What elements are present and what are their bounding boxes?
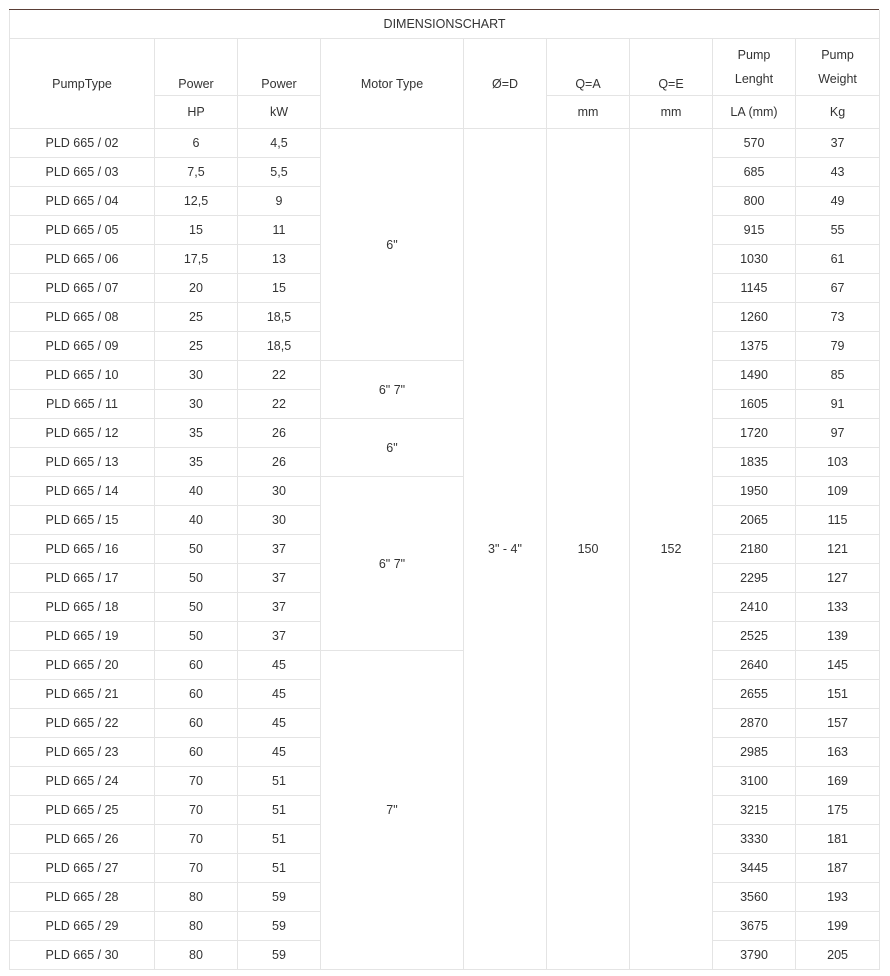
cell-pump-type: PLD 665 / 23 (10, 738, 155, 767)
cell-power-kw: 59 (238, 912, 321, 941)
cell-qe: 152 (630, 129, 713, 970)
cell-pump-type: PLD 665 / 13 (10, 448, 155, 477)
cell-pump-weight: 121 (796, 535, 880, 564)
cell-pump-length: 1605 (713, 390, 796, 419)
cell-power-hp: 40 (155, 506, 238, 535)
cell-power-hp: 50 (155, 593, 238, 622)
cell-pump-weight: 61 (796, 245, 880, 274)
cell-pump-length: 1375 (713, 332, 796, 361)
cell-power-kw: 11 (238, 216, 321, 245)
cell-pump-weight: 145 (796, 651, 880, 680)
cell-motor-type: 6" (321, 419, 464, 477)
cell-pump-type: PLD 665 / 10 (10, 361, 155, 390)
cell-pump-weight: 169 (796, 767, 880, 796)
cell-pump-length: 570 (713, 129, 796, 158)
cell-pump-type: PLD 665 / 15 (10, 506, 155, 535)
cell-motor-type: 7" (321, 651, 464, 970)
cell-power-kw: 30 (238, 477, 321, 506)
cell-pump-type: PLD 665 / 05 (10, 216, 155, 245)
cell-power-hp: 15 (155, 216, 238, 245)
cell-pump-weight: 103 (796, 448, 880, 477)
header-pump-length-line1: Pump (737, 48, 771, 62)
cell-power-hp: 6 (155, 129, 238, 158)
cell-pump-type: PLD 665 / 03 (10, 158, 155, 187)
cell-power-hp: 12,5 (155, 187, 238, 216)
table-body (10, 10, 880, 970)
cell-pump-length: 915 (713, 216, 796, 245)
unit-weight: Kg (796, 96, 880, 129)
cell-power-hp: 60 (155, 738, 238, 767)
cell-pump-length: 685 (713, 158, 796, 187)
cell-pump-type: PLD 665 / 08 (10, 303, 155, 332)
cell-pump-weight: 205 (796, 941, 880, 970)
header-qe: Q=E (630, 39, 713, 96)
cell-power-hp: 80 (155, 941, 238, 970)
cell-pump-type: PLD 665 / 26 (10, 825, 155, 854)
cell-pump-length: 1260 (713, 303, 796, 332)
cell-pump-length: 2180 (713, 535, 796, 564)
cell-pump-length: 3100 (713, 767, 796, 796)
cell-power-hp: 50 (155, 535, 238, 564)
header-pump-weight (796, 39, 880, 96)
cell-pump-length: 1145 (713, 274, 796, 303)
cell-power-kw: 45 (238, 709, 321, 738)
cell-pump-weight: 67 (796, 274, 880, 303)
title-row (10, 10, 880, 39)
cell-power-hp: 80 (155, 883, 238, 912)
cell-power-hp: 70 (155, 854, 238, 883)
header-row (10, 39, 880, 96)
cell-power-kw: 37 (238, 564, 321, 593)
header-pump-length (713, 39, 796, 96)
cell-power-kw: 26 (238, 448, 321, 477)
cell-pump-type: PLD 665 / 28 (10, 883, 155, 912)
cell-pump-weight: 73 (796, 303, 880, 332)
cell-pump-type: PLD 665 / 27 (10, 854, 155, 883)
cell-power-hp: 17,5 (155, 245, 238, 274)
cell-pump-weight: 97 (796, 419, 880, 448)
header-pump-type: PumpType (10, 39, 155, 129)
cell-pump-length: 2525 (713, 622, 796, 651)
cell-pump-weight: 157 (796, 709, 880, 738)
cell-pump-type: PLD 665 / 11 (10, 390, 155, 419)
cell-qa: 150 (547, 129, 630, 970)
cell-pump-length: 2870 (713, 709, 796, 738)
cell-power-hp: 60 (155, 651, 238, 680)
cell-pump-type: PLD 665 / 12 (10, 419, 155, 448)
cell-power-kw: 26 (238, 419, 321, 448)
cell-pump-weight: 187 (796, 854, 880, 883)
table-row (10, 419, 880, 448)
cell-power-kw: 13 (238, 245, 321, 274)
cell-pump-type: PLD 665 / 18 (10, 593, 155, 622)
cell-pump-weight: 43 (796, 158, 880, 187)
unit-length: LA (mm) (713, 96, 796, 129)
header-motor-type: Motor Type (321, 39, 464, 129)
cell-pump-weight: 85 (796, 361, 880, 390)
dimensions-table (9, 10, 880, 970)
cell-pump-weight: 133 (796, 593, 880, 622)
cell-power-hp: 70 (155, 796, 238, 825)
cell-power-kw: 59 (238, 883, 321, 912)
table-row (10, 361, 880, 390)
cell-pump-weight: 115 (796, 506, 880, 535)
cell-power-hp: 80 (155, 912, 238, 941)
cell-pump-type: PLD 665 / 14 (10, 477, 155, 506)
cell-pump-length: 2410 (713, 593, 796, 622)
cell-pump-length: 3445 (713, 854, 796, 883)
header-power-kw: Power (238, 39, 321, 96)
cell-pump-length: 1950 (713, 477, 796, 506)
header-pump-length-line2: Lenght (734, 72, 774, 86)
cell-power-hp: 70 (155, 825, 238, 854)
cell-power-kw: 30 (238, 506, 321, 535)
cell-power-hp: 35 (155, 448, 238, 477)
cell-power-hp: 25 (155, 303, 238, 332)
header-power-hp: Power (155, 39, 238, 96)
cell-pump-length: 2655 (713, 680, 796, 709)
cell-pump-length: 3675 (713, 912, 796, 941)
cell-power-hp: 50 (155, 564, 238, 593)
cell-power-kw: 15 (238, 274, 321, 303)
cell-pump-weight: 109 (796, 477, 880, 506)
cell-pump-type: PLD 665 / 17 (10, 564, 155, 593)
cell-power-kw: 51 (238, 825, 321, 854)
cell-pump-length: 3215 (713, 796, 796, 825)
cell-pump-length: 2295 (713, 564, 796, 593)
cell-pump-length: 3560 (713, 883, 796, 912)
cell-power-kw: 37 (238, 535, 321, 564)
cell-pump-weight: 175 (796, 796, 880, 825)
cell-power-hp: 25 (155, 332, 238, 361)
cell-pump-weight: 181 (796, 825, 880, 854)
unit-kw: kW (238, 96, 321, 129)
cell-pump-type: PLD 665 / 06 (10, 245, 155, 274)
cell-power-hp: 70 (155, 767, 238, 796)
unit-qe: mm (630, 96, 713, 129)
cell-pump-type: PLD 665 / 16 (10, 535, 155, 564)
cell-power-kw: 22 (238, 390, 321, 419)
cell-pump-weight: 37 (796, 129, 880, 158)
cell-power-kw: 18,5 (238, 332, 321, 361)
cell-pump-type: PLD 665 / 22 (10, 709, 155, 738)
cell-pump-length: 1835 (713, 448, 796, 477)
cell-pump-type: PLD 665 / 24 (10, 767, 155, 796)
cell-power-kw: 5,5 (238, 158, 321, 187)
header-diameter: Ø=D (464, 39, 547, 129)
cell-power-kw: 22 (238, 361, 321, 390)
cell-pump-length: 3790 (713, 941, 796, 970)
cell-pump-type: PLD 665 / 19 (10, 622, 155, 651)
cell-pump-weight: 199 (796, 912, 880, 941)
cell-power-kw: 37 (238, 622, 321, 651)
cell-pump-length: 2640 (713, 651, 796, 680)
dimensions-chart (9, 9, 879, 970)
cell-power-hp: 35 (155, 419, 238, 448)
cell-power-kw: 51 (238, 796, 321, 825)
cell-pump-weight: 91 (796, 390, 880, 419)
cell-motor-type: 6" 7" (321, 361, 464, 419)
cell-power-kw: 4,5 (238, 129, 321, 158)
header-qa: Q=A (547, 39, 630, 96)
cell-power-kw: 45 (238, 651, 321, 680)
unit-hp: HP (155, 96, 238, 129)
cell-pump-length: 2985 (713, 738, 796, 767)
cell-power-kw: 45 (238, 738, 321, 767)
cell-power-hp: 40 (155, 477, 238, 506)
table-row (10, 129, 880, 158)
cell-power-kw: 9 (238, 187, 321, 216)
cell-motor-type: 6" 7" (321, 477, 464, 651)
cell-pump-weight: 139 (796, 622, 880, 651)
header-pump-weight-line1: Pump (821, 48, 854, 62)
cell-pump-type: PLD 665 / 09 (10, 332, 155, 361)
cell-pump-weight: 49 (796, 187, 880, 216)
cell-pump-weight: 79 (796, 332, 880, 361)
cell-power-hp: 20 (155, 274, 238, 303)
cell-power-hp: 30 (155, 390, 238, 419)
cell-motor-type: 6" (321, 129, 464, 361)
cell-power-kw: 51 (238, 854, 321, 883)
cell-power-hp: 7,5 (155, 158, 238, 187)
cell-pump-type: PLD 665 / 21 (10, 680, 155, 709)
cell-pump-weight: 55 (796, 216, 880, 245)
table-row (10, 651, 880, 680)
cell-power-kw: 59 (238, 941, 321, 970)
cell-pump-weight: 127 (796, 564, 880, 593)
header-pump-weight-line2: Weight (818, 72, 857, 86)
cell-pump-weight: 151 (796, 680, 880, 709)
cell-pump-type: PLD 665 / 29 (10, 912, 155, 941)
cell-power-hp: 50 (155, 622, 238, 651)
cell-power-hp: 60 (155, 680, 238, 709)
cell-pump-type: PLD 665 / 20 (10, 651, 155, 680)
cell-pump-length: 1490 (713, 361, 796, 390)
unit-qa: mm (547, 96, 630, 129)
cell-pump-length: 1720 (713, 419, 796, 448)
cell-power-kw: 18,5 (238, 303, 321, 332)
cell-power-hp: 60 (155, 709, 238, 738)
cell-pump-type: PLD 665 / 04 (10, 187, 155, 216)
cell-power-kw: 45 (238, 680, 321, 709)
cell-power-kw: 37 (238, 593, 321, 622)
cell-pump-type: PLD 665 / 25 (10, 796, 155, 825)
cell-pump-weight: 163 (796, 738, 880, 767)
cell-power-hp: 30 (155, 361, 238, 390)
cell-pump-type: PLD 665 / 30 (10, 941, 155, 970)
cell-pump-type: PLD 665 / 07 (10, 274, 155, 303)
cell-pump-type: PLD 665 / 02 (10, 129, 155, 158)
table-row (10, 477, 880, 506)
cell-pump-length: 3330 (713, 825, 796, 854)
cell-pump-length: 800 (713, 187, 796, 216)
cell-pump-length: 2065 (713, 506, 796, 535)
cell-power-kw: 51 (238, 767, 321, 796)
cell-pump-weight: 193 (796, 883, 880, 912)
table-title: DIMENSIONSCHART (10, 10, 880, 39)
cell-diameter: 3" - 4" (464, 129, 547, 970)
cell-pump-length: 1030 (713, 245, 796, 274)
